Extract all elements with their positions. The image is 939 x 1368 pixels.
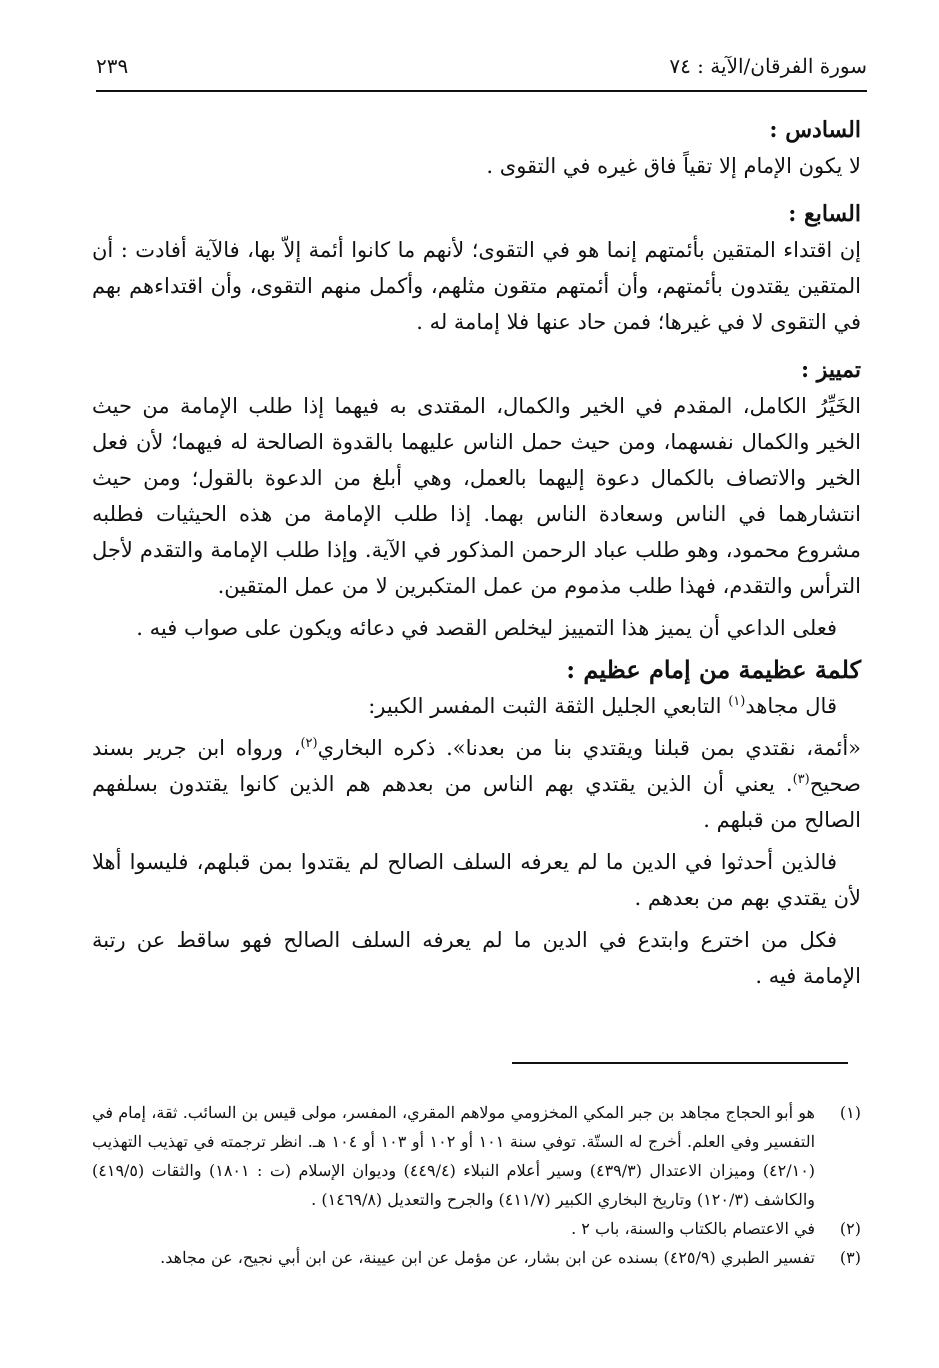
paragraph-mujahid-quote [92, 730, 861, 838]
intro-text-rest: التابعي الجليل الثقة الثبت المفسر الكبير: [368, 694, 729, 718]
page-number: ٢٣٩ [96, 54, 129, 78]
footnote-ref-2: (٢) [300, 736, 318, 751]
footnote-separator [512, 1062, 848, 1064]
footnote-ref-1: (١) [728, 694, 746, 709]
footnote-number: (٣) [839, 1248, 861, 1267]
paragraph-seventh: إن اقتداء المتقين بأئمتهم إنما هو في التقوى؛ لأنهم ما كانوا أئمة إلاّ بها، فالآية أفادت : أن المتقين يقتدون بأئمتهم، وأن أئمتهم متقون مثلهم، وأكمل منهم التقوى، وأن اقتداءهم بهم في التقوى لا في غيرها؛ فمن حاد عنها فلا إمامة له . [92, 238, 861, 334]
footnote-text: تفسير الطبري (٤٢٥/٩) بسنده عن ابن بشار، عن مؤمل عن ابن عيينة، عن ابن أبي نجيح، عن مجاهد. [160, 1248, 815, 1267]
heading-great-word: كلمة عظيمة من إمام عظيم : [566, 655, 861, 684]
footnote-number: (١) [839, 1103, 861, 1122]
footnotes [92, 1098, 861, 1272]
chapter-title: سورة الفرقان/الآية : ٧٤ [669, 54, 867, 78]
paragraph-innovators: فالذين أحدثوا في الدين ما لم يعرفه السلف الصالح لم يقتدوا بمن قبلهم، فليسوا أهلا لأن يقتدي بهم من بعدهم . [92, 850, 861, 910]
paragraph-mujahid-intro [92, 688, 861, 724]
heading-seventh: السابع : [788, 201, 861, 227]
paragraph-tamyiz-conclusion: فعلى الداعي أن يميز هذا التمييز ليخلص القصد في دعائه ويكون على صواب فيه . [136, 616, 837, 640]
footnote-text: هو أبو الحجاج مجاهد بن جبر المكي المخزومي مولاهم المقري، المفسر، مولى قيس بن السائب. ثقة، إمام في التفسير وفي العلم. أخرج له الستّة. توفي سنة ١٠١ أو ١٠٢ أو ١٠٣ أو ١٠٤ هـ. انظر ترجمته في تهذيب التهذيب (٤٢/١٠) وميزان الاعتدال (٤٣٩/٣) وسير أعلام النبلاء (٤٤٩/٤) وديوان الإسلام (ت : ١٨٠١) والثقات (٤١٩/٥) والكاشف (١٢٠/٣) وتاريخ البخاري الكبير (٤١١/٧) والجرح والتعديل (١٤٦٩/٨) . [92, 1103, 816, 1209]
paragraph-tamyiz: الخَيِّرُ الكامل، المقدم في الخير والكمال، المقتدى به فيهما إذا طلب الإمامة من حيث الخير والكمال نفسهما، ومن حيث حمل الناس عليهما بالقدوة الصالحة له فيهما؛ لأن فعل الخير والاتصاف بالكمال دعوة إليهما بالعمل، وهي أبلغ من الدعوة بالقول؛ ومن حيث انتشارهما في الناس وسعادة الناس بهما. إذا طلب الإمامة من هذه الحيثيات فطلبه مشروع محمود، وهو طلب عباد الرحمن المذكور في الآية. وإذا طلب الإمامة والتقدم لأجل الترأس والتقدم، فهذا طلب مذموم من عمل المتكبرين لا من عمل المتقين. [92, 394, 861, 598]
quote-text: «أئمة، نقتدي بمن قبلنا ويقتدي بنا من بعدنا». ذكره البخاري [317, 736, 861, 760]
footnote-ref-3: (٣) [792, 772, 810, 787]
main-text [92, 112, 861, 994]
page-header [96, 42, 867, 92]
paragraph-sixth: لا يكون الإمام إلا تقياً فاق غيره في التقوى . [486, 154, 861, 178]
heading-tamyiz: تمييز : [800, 357, 861, 383]
footnote-2 [92, 1214, 861, 1243]
footnote-3 [92, 1243, 861, 1272]
intro-text: قال مجاهد [745, 694, 837, 718]
quote-text-mid: ، ورواه ابن جرير بسند صحيح [92, 736, 861, 796]
heading-sixth: السادس : [769, 117, 861, 143]
footnote-1 [92, 1098, 861, 1214]
quote-text-rest: . يعني أن الذين يقتدي بهم الناس من بعدهم هم الذين كانوا يقتدون بسلفهم الصالح من قبلهم . [92, 772, 861, 832]
paragraph-conclusion: فكل من اخترع وابتدع في الدين ما لم يعرفه السلف الصالح فهو ساقط عن رتبة الإمامة فيه . [92, 928, 861, 988]
footnote-number: (٢) [839, 1219, 861, 1238]
footnote-text: في الاعتصام بالكتاب والسنة، باب ٢ . [571, 1219, 815, 1238]
